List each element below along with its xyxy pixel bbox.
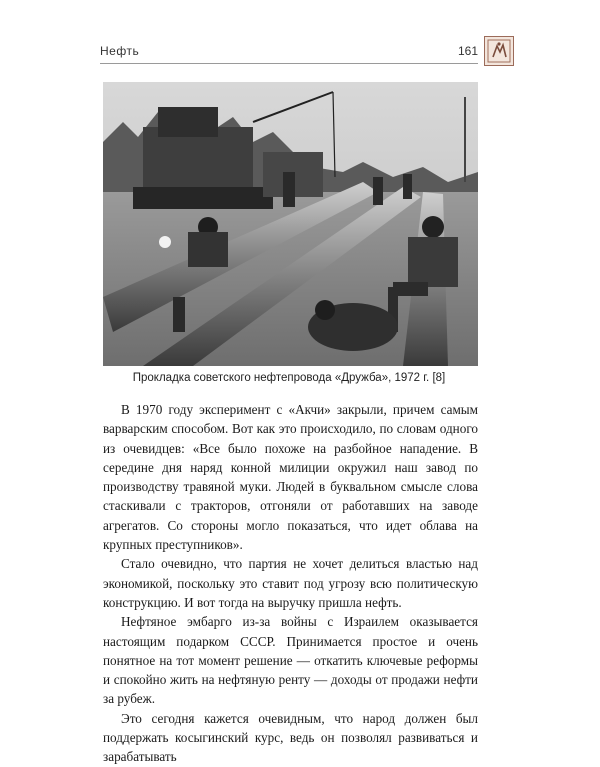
body-text	[103, 400, 478, 767]
paragraph: Это сегодня кажется очевидным, что народ должен был поддержать косыгинский курс, ведь он позволял развиваться и зарабатывать	[103, 710, 478, 765]
running-title: Нефть	[100, 44, 140, 58]
paragraph: Нефтяное эмбарго из-за войны с Израилем оказывается настоящим подарком СССР. Принимается простое и очень понятное на тот момент решение — откатить ключевые реформы и спокойно жить на нефтяную ренту — доходы от продажи нефти за рубеж.	[103, 614, 478, 707]
page-number: 161	[457, 44, 478, 58]
paragraph: В 1970 году эксперимент с «Акчи» закрыли, причем самым варварским способом. Вот как это происходило, по словам одного из очевидцев: «Все было похоже на разбойное нападение. В середине дня наряд конной милиции окружил наш завод по производству травяной муки. Людей в буквальном смысле слова стаскивали с тракторов, отгоняли от работавших на заводе агрегатов. Со стороны могло показаться, что идет облава на крупных преступников».	[103, 402, 478, 553]
pipeline-construction-photo	[103, 82, 478, 366]
figure-caption: Прокладка советского нефтепровода «Дружба», 1972 г. [8]	[132, 372, 446, 384]
running-header	[100, 40, 478, 62]
header-divider	[100, 63, 478, 64]
paragraph: Стало очевидно, что партия не хочет делиться властью над экономикой, поскольку это ставит под угрозу всю политическую конструкцию. И вот тогда на выручку пришла нефть.	[103, 556, 478, 610]
publisher-emblem-icon	[484, 36, 514, 66]
